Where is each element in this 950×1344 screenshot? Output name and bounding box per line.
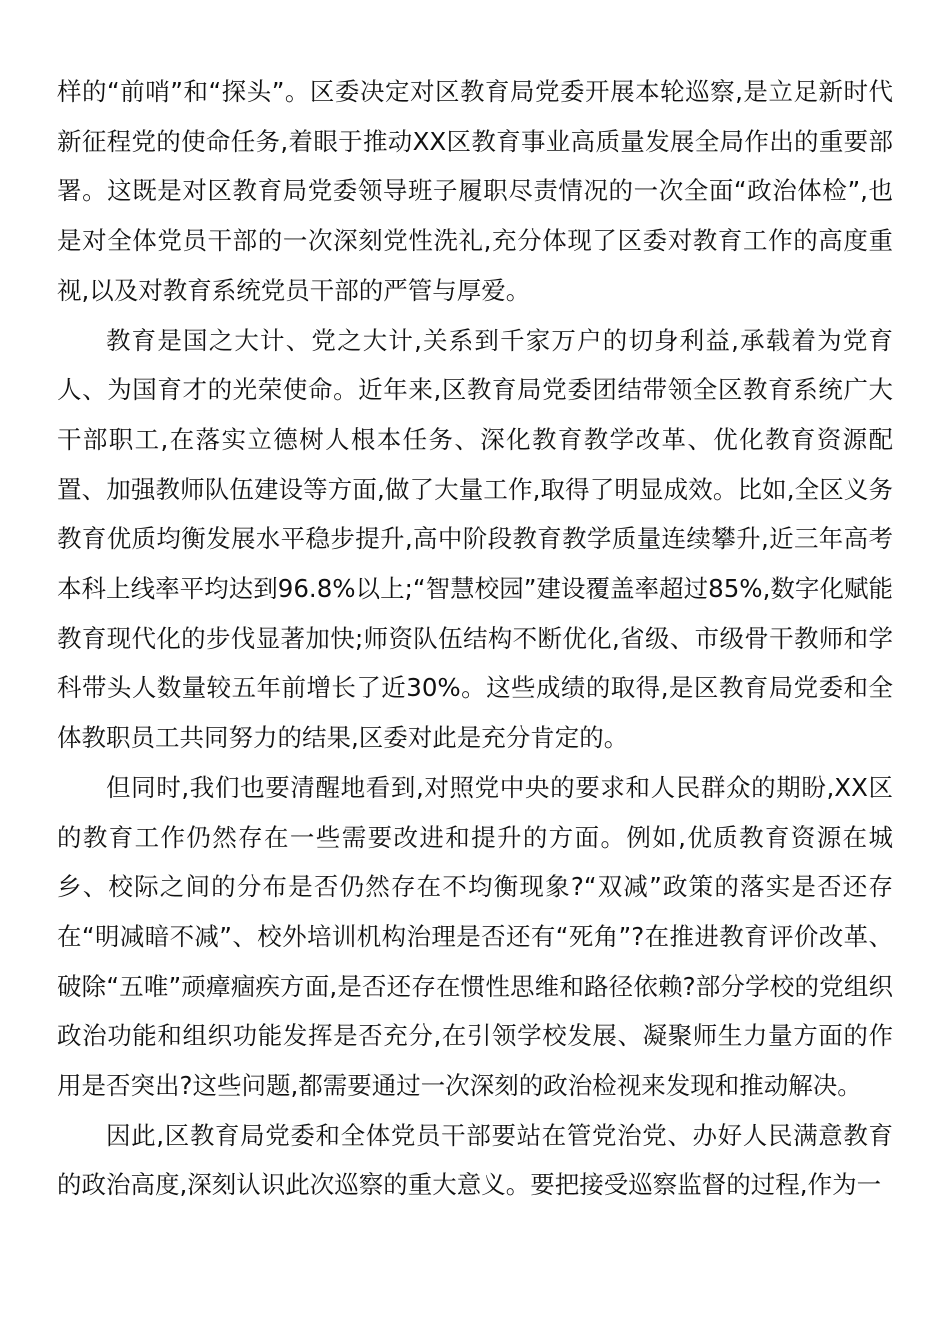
paragraph-4: 因此,区教育局党委和全体党员干部要站在管党治党、办好人民满意教育的政治高度,深刻认识此次巡察的重大意义。要把接受巡察监督的过程,作为一 <box>57 1120 893 1200</box>
paragraph-2: 教育是国之大计、党之大计,关系到千家万户的切身利益,承载着为党育人、为国育才的光荣使命。近年来,区教育局党委团结带领全区教育系统广大干部职工,在落实立德树人根本任务、深化教育教学改革、优化教育资源配置、加强教师队伍建设等方面,做了大量工作,取得了明显成效。比如,全区义务教育优质均衡发展水平稳步提升,高中阶段教育教学质量连续攀升,近三年高考本科上线率平均达到96.8%以上;“智慧校园”建设覆盖率超过85%,数字化赋能教育现代化的步伐显著加快;师资队伍结构不断优化,省级、市级骨干教师和学科带头人数量较五年前增长了近30%。这些成绩的取得,是区教育局党委和全体教职员工共同努力的结果,区委对此是充分肯定的。 <box>57 325 893 753</box>
paragraph-3: 但同时,我们也要清醒地看到,对照党中央的要求和人民群众的期盼,XX区的教育工作仍然存在一些需要改进和提升的方面。例如,优质教育资源在城乡、校际之间的分布是否仍然存在不均衡现象?“双减”政策的落实是否还存在“明减暗不减”、校外培训机构治理是否还有“死角”?在推进教育评价改革、破除“五唯”顽瘴痼疾方面,是否还存在惯性思维和路径依赖?部分学校的党组织政治功能和组织功能发挥是否充分,在引领学校发展、凝聚师生力量方面的作用是否突出?这些问题,都需要通过一次深刻的政治检视来发现和推动解决。 <box>57 772 893 1101</box>
document-page <box>57 67 893 1210</box>
paragraph-1: 样的“前哨”和“探头”。区委决定对区教育局党委开展本轮巡察,是立足新时代新征程党的使命任务,着眼于推动XX区教育事业高质量发展全局作出的重要部署。这既是对区教育局党委领导班子履职尽责情况的一次全面“政治体检”,也是对全体党员干部的一次深刻党性洗礼,充分体现了区委对教育工作的高度重视,以及对教育系统党员干部的严管与厚爱。 <box>57 77 893 305</box>
